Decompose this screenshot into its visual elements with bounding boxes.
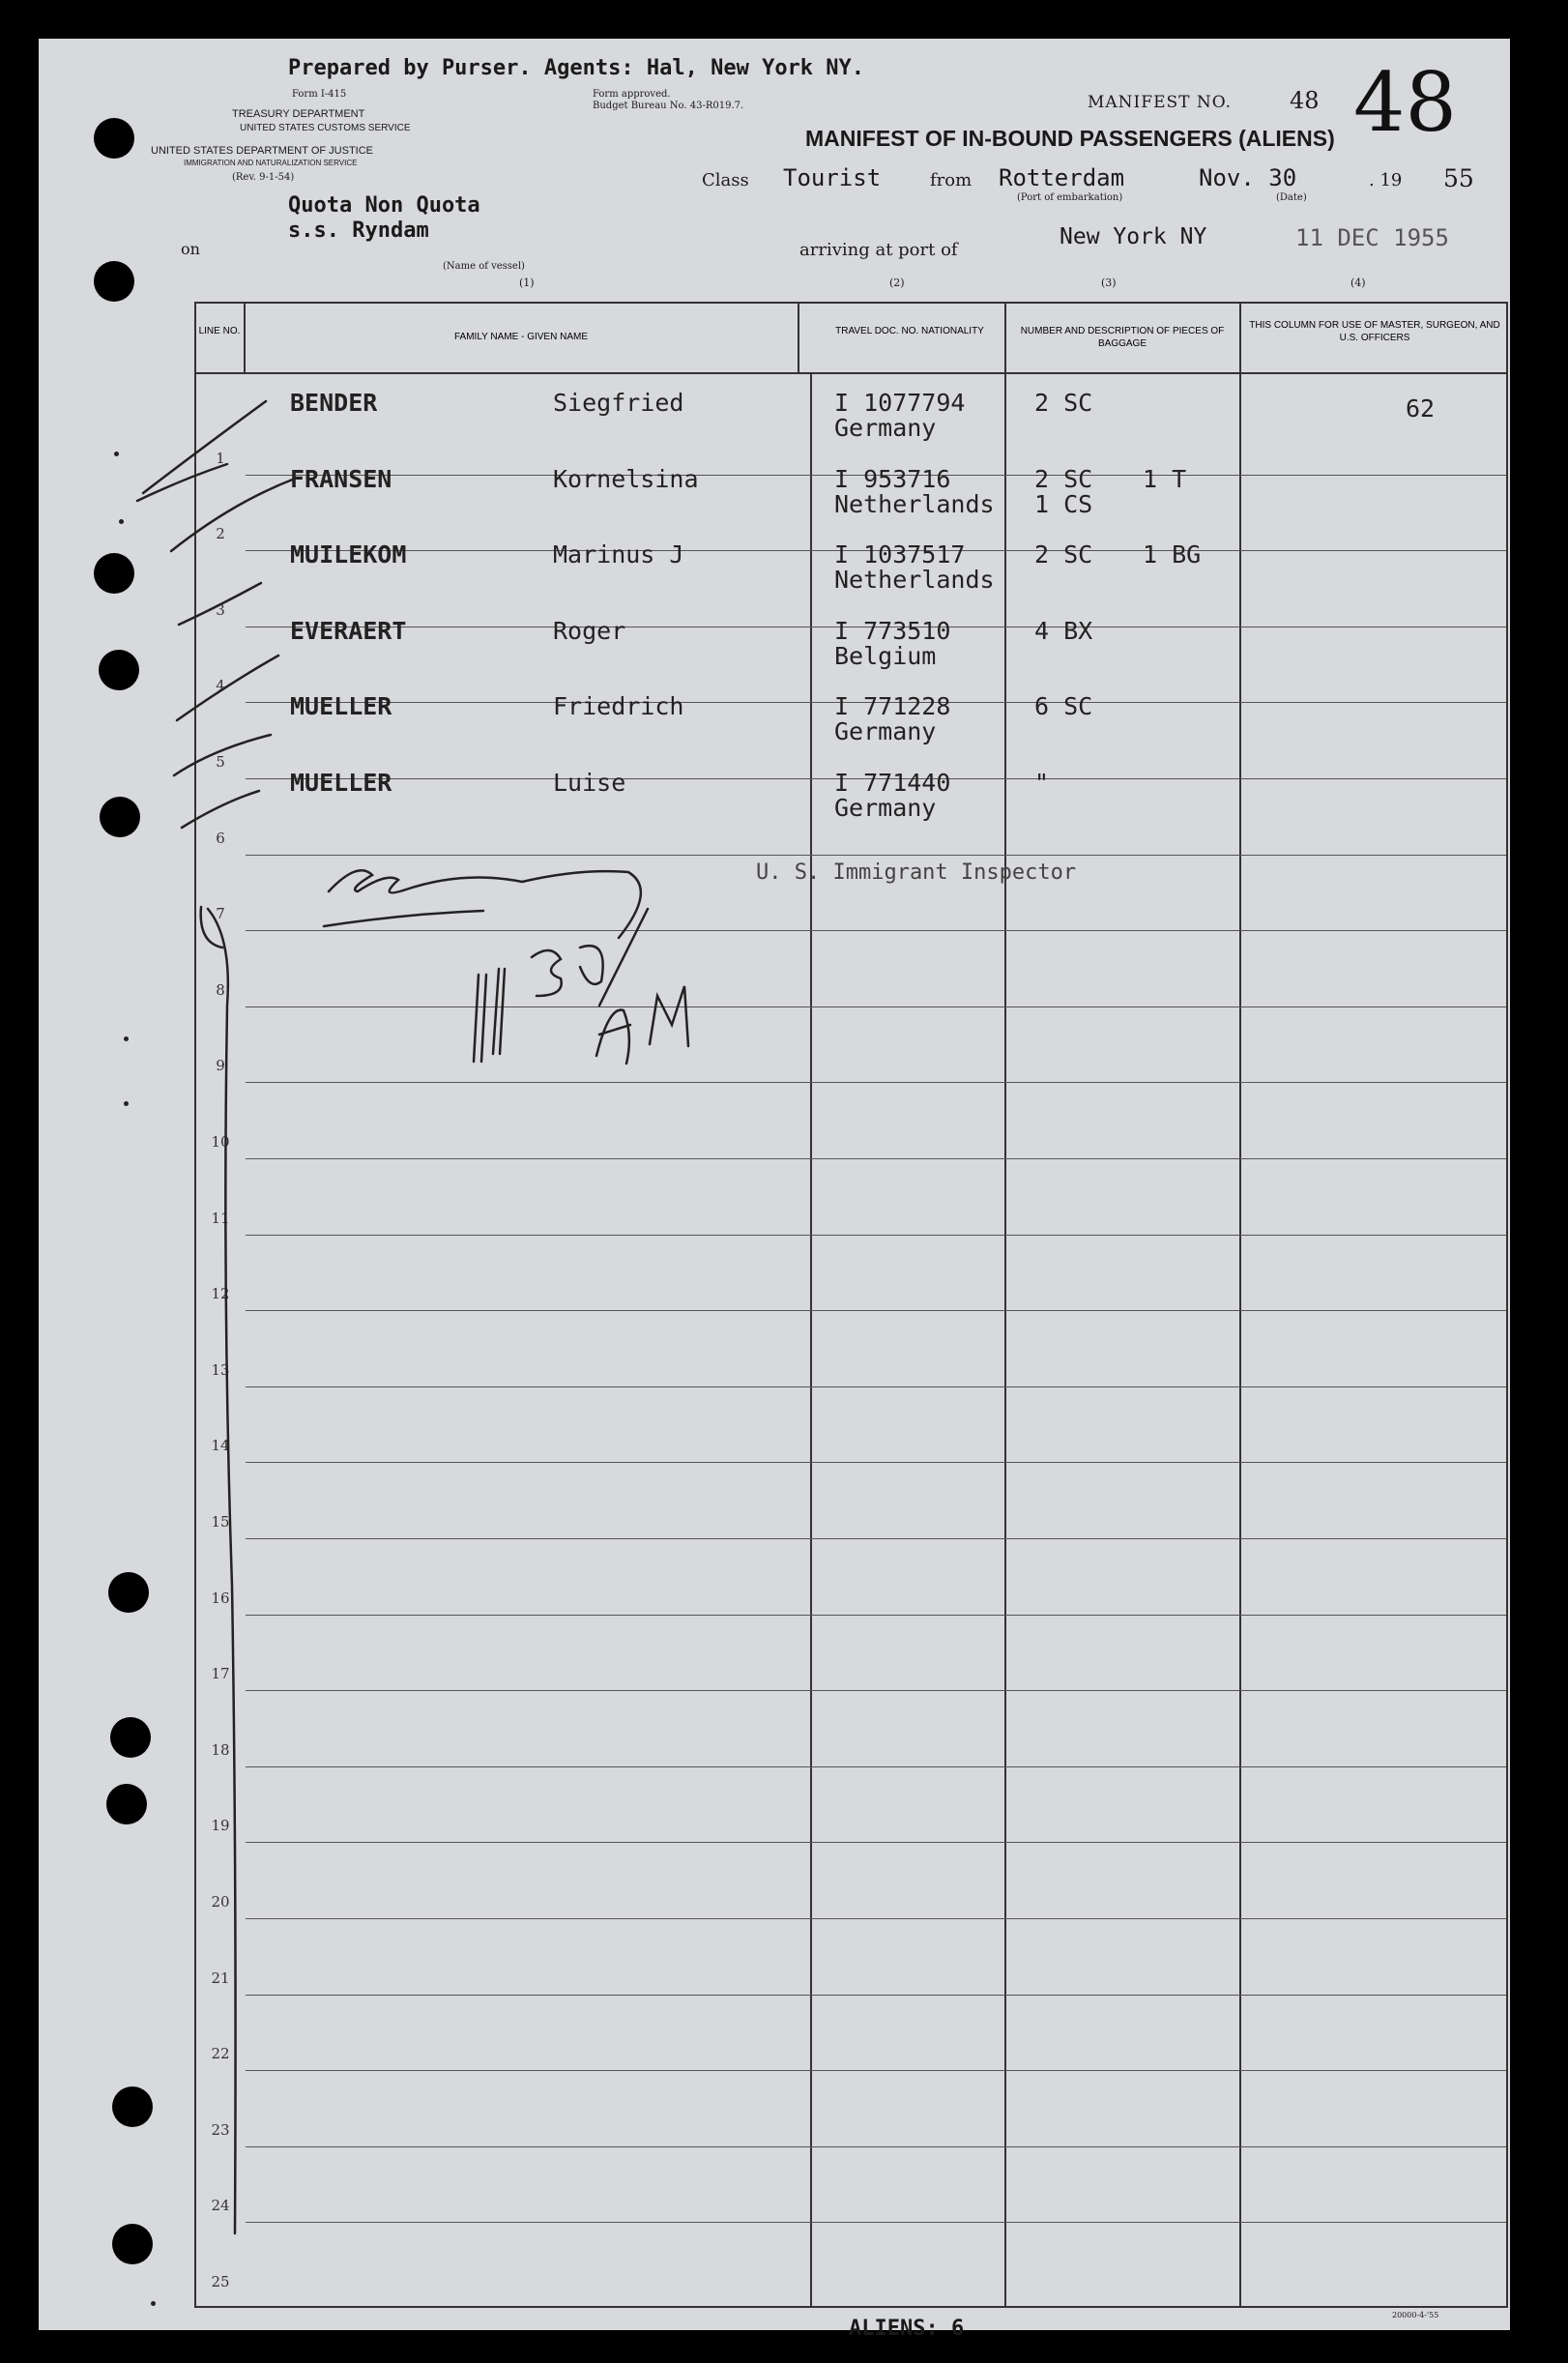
baggage: 1 CS <box>1034 489 1093 518</box>
given-name: Kornelsina <box>553 464 699 493</box>
header-line-no: LINE NO. <box>198 326 241 336</box>
class-value: Tourist <box>783 164 882 191</box>
budget-bureau: Budget Bureau No. 43-R019.7. <box>593 101 744 111</box>
treasury-department: TREASURY DEPARTMENT <box>232 108 365 120</box>
line-number: 18 <box>211 1740 230 1759</box>
given-name: Luise <box>553 769 626 797</box>
line-number: 17 <box>211 1665 230 1683</box>
from-label: from <box>930 170 973 190</box>
given-name: Roger <box>553 616 626 645</box>
family-name: MUELLER <box>290 692 392 721</box>
line-number: 24 <box>211 2197 230 2215</box>
baggage: 2 SC <box>1034 540 1093 569</box>
line-number: 12 <box>211 1285 230 1303</box>
header-baggage: NUMBER AND DESCRIPTION OF PIECES OF BAGGAGE <box>1020 326 1225 349</box>
travel-doc-number: I 953716 <box>834 464 951 493</box>
line-number: 21 <box>211 1969 230 1987</box>
family-name: BENDER <box>290 389 378 417</box>
baggage: 6 SC <box>1034 692 1093 721</box>
manifest-sheet <box>39 39 1510 2341</box>
print-code: 20000-4-'55 <box>1392 2311 1439 2319</box>
line-number: 9 <box>216 1057 225 1075</box>
line-number: 16 <box>211 1589 230 1607</box>
nationality: Germany <box>834 717 937 746</box>
prepared-by-line: Prepared by Purser. Agents: Hal, New York NY. <box>288 56 865 80</box>
given-name: Siegfried <box>553 389 684 417</box>
travel-doc-number: I 1037517 <box>834 540 966 569</box>
header-officers: THIS COLUMN FOR USE OF MASTER, SURGEON, AND U.S. OFFICERS <box>1249 320 1500 343</box>
baggage: " <box>1034 769 1050 797</box>
form-approved: Form approved. <box>593 89 671 100</box>
baggage: 1 BG <box>1143 540 1202 569</box>
family-name: EVERAERT <box>290 616 407 645</box>
officer-remark: 62 <box>1406 394 1436 423</box>
family-name: MUILEKOM <box>290 540 407 569</box>
on-label: on <box>181 240 200 258</box>
line-number: 2 <box>216 525 225 543</box>
line-number: 22 <box>211 2045 230 2063</box>
given-name: Marinus J <box>553 540 684 569</box>
column-number-3: (3) <box>1101 277 1117 289</box>
line-number: 19 <box>211 1817 230 1835</box>
family-name: MUELLER <box>290 769 392 797</box>
department-of-justice: UNITED STATES DEPARTMENT OF JUSTICE <box>151 145 374 157</box>
baggage: 4 BX <box>1034 616 1093 645</box>
year-suffix: 55 <box>1443 164 1474 192</box>
revision: (Rev. 9-1-54) <box>232 172 295 183</box>
nationality: Belgium <box>834 641 937 670</box>
arrival-stamp-date: 11 DEC 1955 <box>1295 224 1449 251</box>
form-number: Form I-415 <box>292 89 347 100</box>
departure-date: Nov. 30 <box>1199 164 1297 191</box>
column-number-4: (4) <box>1350 277 1366 289</box>
column-number-1: (1) <box>519 277 535 289</box>
nationality: Germany <box>834 794 937 822</box>
manifest-number: 48 <box>1290 87 1320 114</box>
line-number: 23 <box>211 2120 230 2139</box>
manifest-number-large: 48 <box>1353 55 1457 150</box>
line-number: 13 <box>211 1360 230 1379</box>
arriving-label: arriving at port of <box>799 240 958 260</box>
travel-doc-number: I 771228 <box>834 692 951 721</box>
year-prefix: . 19 <box>1369 170 1403 190</box>
date-caption: (Date) <box>1276 192 1307 203</box>
nationality: Netherlands <box>834 566 995 595</box>
vessel-caption: (Name of vessel) <box>443 261 525 272</box>
manifest-label: MANIFEST NO. <box>1088 93 1233 112</box>
line-number: 8 <box>216 980 225 999</box>
family-name: FRANSEN <box>290 464 392 493</box>
line-number: 4 <box>216 677 225 695</box>
line-number: 11 <box>211 1209 230 1227</box>
nationality: Netherlands <box>834 489 995 518</box>
baggage: 2 SC <box>1034 464 1093 493</box>
aliens-total: ALIENS: 6 <box>849 2317 965 2341</box>
travel-doc-number: I 771440 <box>834 769 951 797</box>
immigration-service: IMMIGRATION AND NATURALIZATION SERVICE <box>184 159 358 167</box>
travel-doc-number: I 1077794 <box>834 389 966 417</box>
quota-status: Quota Non Quota <box>288 193 480 218</box>
nationality: Germany <box>834 414 937 442</box>
port-of-embarkation: Rotterdam <box>999 164 1125 191</box>
line-number: 10 <box>211 1133 230 1151</box>
inspector-stamp: U. S. Immigrant Inspector <box>756 861 1077 885</box>
class-label: Class <box>702 170 749 190</box>
line-number: 3 <box>216 600 225 619</box>
line-number: 25 <box>211 2273 230 2290</box>
vessel-name: s.s. Ryndam <box>288 219 429 243</box>
baggage: 2 SC <box>1034 389 1093 417</box>
column-number-2: (2) <box>889 277 905 289</box>
document-title: MANIFEST OF IN-BOUND PASSENGERS (ALIENS) <box>805 126 1335 151</box>
baggage: 1 T <box>1143 464 1187 493</box>
line-number: 15 <box>211 1513 230 1531</box>
arrival-port: New York NY <box>1060 224 1207 249</box>
line-number: 5 <box>216 753 225 771</box>
line-number: 7 <box>216 905 225 923</box>
handwritten-marks <box>39 39 1510 2330</box>
port-caption: (Port of embarkation) <box>1017 192 1123 203</box>
header-travel-doc: TRAVEL DOC. NO. NATIONALITY <box>835 326 984 336</box>
customs-service: UNITED STATES CUSTOMS SERVICE <box>240 123 411 133</box>
line-number: 6 <box>216 829 225 847</box>
line-number: 14 <box>211 1437 230 1455</box>
given-name: Friedrich <box>553 692 684 721</box>
line-number: 1 <box>216 449 225 467</box>
line-number: 20 <box>211 1893 230 1911</box>
travel-doc-number: I 773510 <box>834 616 951 645</box>
header-name: FAMILY NAME - GIVEN NAME <box>454 332 588 342</box>
